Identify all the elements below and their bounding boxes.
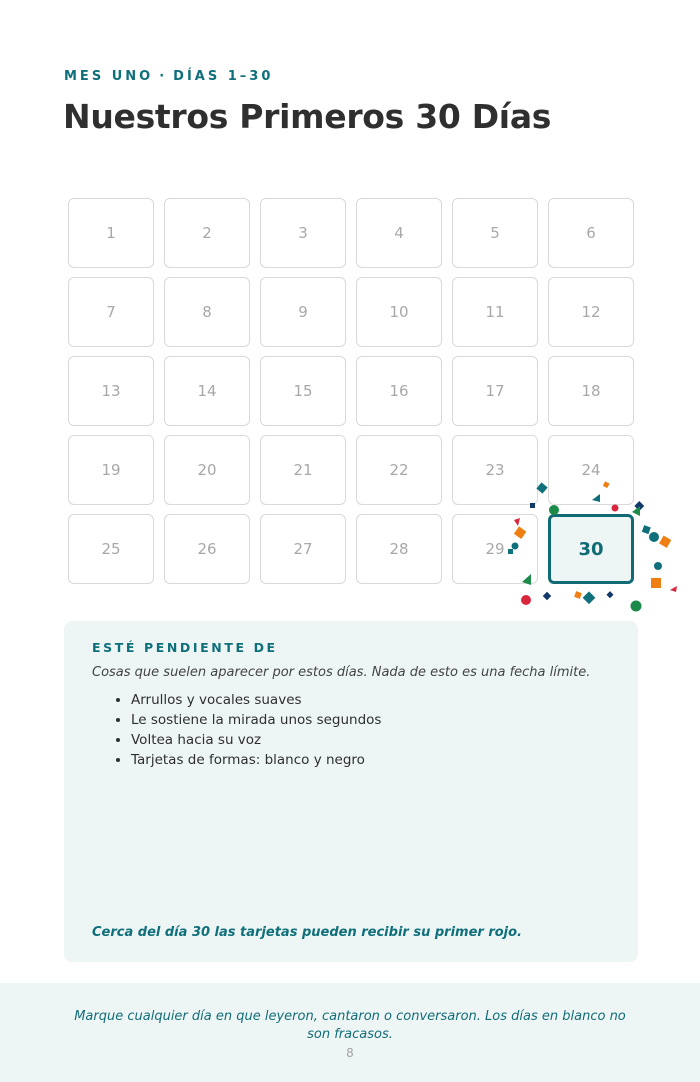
day-cell-10[interactable]: 10 xyxy=(356,277,442,347)
day-cell-5[interactable]: 5 xyxy=(452,198,538,268)
day-cell-18[interactable]: 18 xyxy=(548,356,634,426)
day-cell-19[interactable]: 19 xyxy=(68,435,154,505)
list-item: • Le sostiene la mirada unos segundos xyxy=(131,710,381,730)
watch-for-panel xyxy=(64,621,638,962)
list-item: • Tarjetas de formas: blanco y negro xyxy=(131,750,381,770)
page-title: Nuestros Primeros 30 Días xyxy=(63,97,552,136)
day-cell-20[interactable]: 20 xyxy=(164,435,250,505)
day-calendar-grid xyxy=(68,198,634,584)
page-number: 8 xyxy=(346,1046,354,1060)
day-cell-15[interactable]: 15 xyxy=(260,356,346,426)
day-cell-13[interactable]: 13 xyxy=(68,356,154,426)
eyebrow-month: MES UNO xyxy=(64,69,154,84)
day-cell-23[interactable]: 23 xyxy=(452,435,538,505)
day-cell-16[interactable]: 16 xyxy=(356,356,442,426)
day-cell-29[interactable]: 29 xyxy=(452,514,538,584)
milestone-list xyxy=(114,690,381,770)
day-cell-7[interactable]: 7 xyxy=(68,277,154,347)
day-cell-22[interactable]: 22 xyxy=(356,435,442,505)
day-cell-1[interactable]: 1 xyxy=(68,198,154,268)
panel-heading: ESTÉ PENDIENTE DE xyxy=(92,640,278,655)
day-cell-4[interactable]: 4 xyxy=(356,198,442,268)
day-cell-21[interactable]: 21 xyxy=(260,435,346,505)
day-cell-2[interactable]: 2 xyxy=(164,198,250,268)
day-cell-12[interactable]: 12 xyxy=(548,277,634,347)
eyebrow-days: DÍAS 1–30 xyxy=(173,69,274,84)
panel-note: Cerca del día 30 las tarjetas pueden recibir su primer rojo. xyxy=(92,925,522,940)
day-cell-11[interactable]: 11 xyxy=(452,277,538,347)
day-cell-9[interactable]: 9 xyxy=(260,277,346,347)
day-cell-17[interactable]: 17 xyxy=(452,356,538,426)
day-cell-3[interactable]: 3 xyxy=(260,198,346,268)
day-cell-26[interactable]: 26 xyxy=(164,514,250,584)
page-footer xyxy=(0,983,700,1082)
list-item: • Arrullos y vocales suaves xyxy=(131,690,381,710)
day-cell-24[interactable]: 24 xyxy=(548,435,634,505)
day-cell-30-current[interactable]: 30 xyxy=(548,514,634,584)
day-cell-28[interactable]: 28 xyxy=(356,514,442,584)
panel-subtitle: Cosas que suelen aparecer por estos días. Nada de esto es una fecha límite. xyxy=(92,665,591,680)
day-cell-6[interactable]: 6 xyxy=(548,198,634,268)
list-item: • Voltea hacia su voz xyxy=(131,730,381,750)
day-cell-8[interactable]: 8 xyxy=(164,277,250,347)
footer-message: Marque cualquier día en que leyeron, cantaron o conversaron. Los días en blanco no son fracasos. xyxy=(74,1009,626,1042)
section-eyebrow xyxy=(64,69,273,84)
eyebrow-separator: · xyxy=(159,69,168,84)
day-cell-27[interactable]: 27 xyxy=(260,514,346,584)
day-cell-25[interactable]: 25 xyxy=(68,514,154,584)
day-cell-14[interactable]: 14 xyxy=(164,356,250,426)
